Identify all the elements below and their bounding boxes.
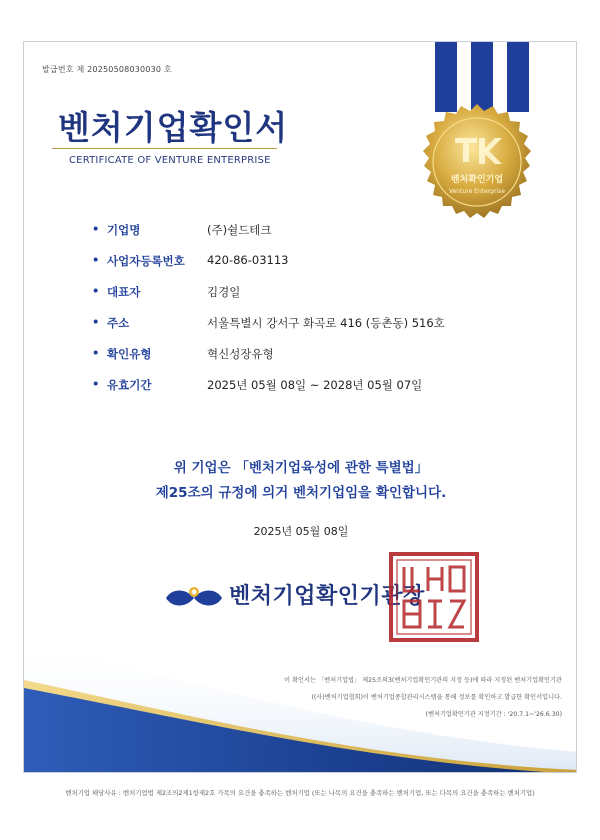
emblem-text-ko: 벤처확인기업	[450, 175, 504, 185]
field-label: 유효기간	[107, 378, 152, 392]
issuer-name: 벤처기업확인기관장	[229, 584, 425, 609]
note-line: 이 확인서는 「벤처기업법」 제25조의3(벤처기업확인기관의 지정 등)에 따라 지정된 벤처기업확인기관	[284, 677, 562, 684]
field-value: (주)쉴드테크	[207, 223, 272, 237]
venture-emblem-seal	[417, 102, 537, 222]
field-company-name	[92, 220, 542, 251]
bullet-icon: •	[92, 377, 100, 391]
field-value: 김경일	[207, 285, 241, 299]
field-value: 2025년 05월 08일 ~ 2028년 05월 07일	[207, 378, 423, 392]
field-address	[92, 313, 542, 344]
field-label: 확인유형	[107, 347, 152, 361]
field-representative	[92, 282, 542, 313]
emblem-text-en: Venture Enterprise	[448, 188, 506, 195]
page-title: 벤처기업확인서	[58, 108, 289, 147]
bullet-icon: •	[92, 222, 100, 236]
issuer-logo-icon	[164, 582, 224, 614]
field-label: 사업자등록번호	[107, 254, 185, 268]
field-label: 대표자	[107, 285, 141, 299]
title-divider	[52, 148, 277, 149]
field-value: 혁신성장유형	[207, 347, 274, 361]
field-label: 주소	[107, 316, 130, 330]
bullet-icon: •	[92, 284, 100, 298]
issue-number: 발급번호 제 20250508030030 호	[42, 65, 172, 74]
field-confirmation-type	[92, 344, 542, 375]
field-validity-period	[92, 375, 542, 406]
bullet-icon: •	[92, 346, 100, 360]
issue-date: 2025년 05월 08일	[253, 525, 349, 538]
field-business-number	[92, 251, 542, 282]
note-line: (벤처기업확인기관 지정기간 : '20.7.1~'26.6.30)	[425, 711, 562, 718]
footer-eligibility-note: 벤처기업 해당사유 : 벤처기업법 제2조의2제1항제2호 가목의 요건을 충족하는 벤처기업 (또는 나목의 요건을 충족하는 벤처기업, 또는 다목의 요건을 충족하는 벤처기업)	[65, 789, 535, 797]
field-value: 420-86-03113	[207, 253, 289, 267]
certificate-page	[23, 41, 577, 773]
field-value: 서울특별시 강서구 화곡로 416 (등촌동) 516호	[207, 316, 445, 330]
issuance-notes	[142, 672, 562, 723]
page-subtitle: CERTIFICATE OF VENTURE ENTERPRISE	[69, 155, 271, 166]
statement-line-2: 제25조의 규정에 의거 벤처기업임을 확인합니다.	[155, 485, 447, 501]
field-label: 기업명	[107, 223, 141, 237]
statement-line-1: 위 기업은 「벤처기업육성에 관한 특별법」	[173, 460, 429, 476]
official-seal-stamp	[388, 551, 480, 643]
bullet-icon: •	[92, 253, 100, 267]
certificate-fields	[92, 220, 542, 406]
note-line: ((사)벤처기업협회)이 벤처기업종합관리시스템을 통해 정보를 확인하고 발급한 확인서입니다.	[311, 694, 562, 701]
bullet-icon: •	[92, 315, 100, 329]
